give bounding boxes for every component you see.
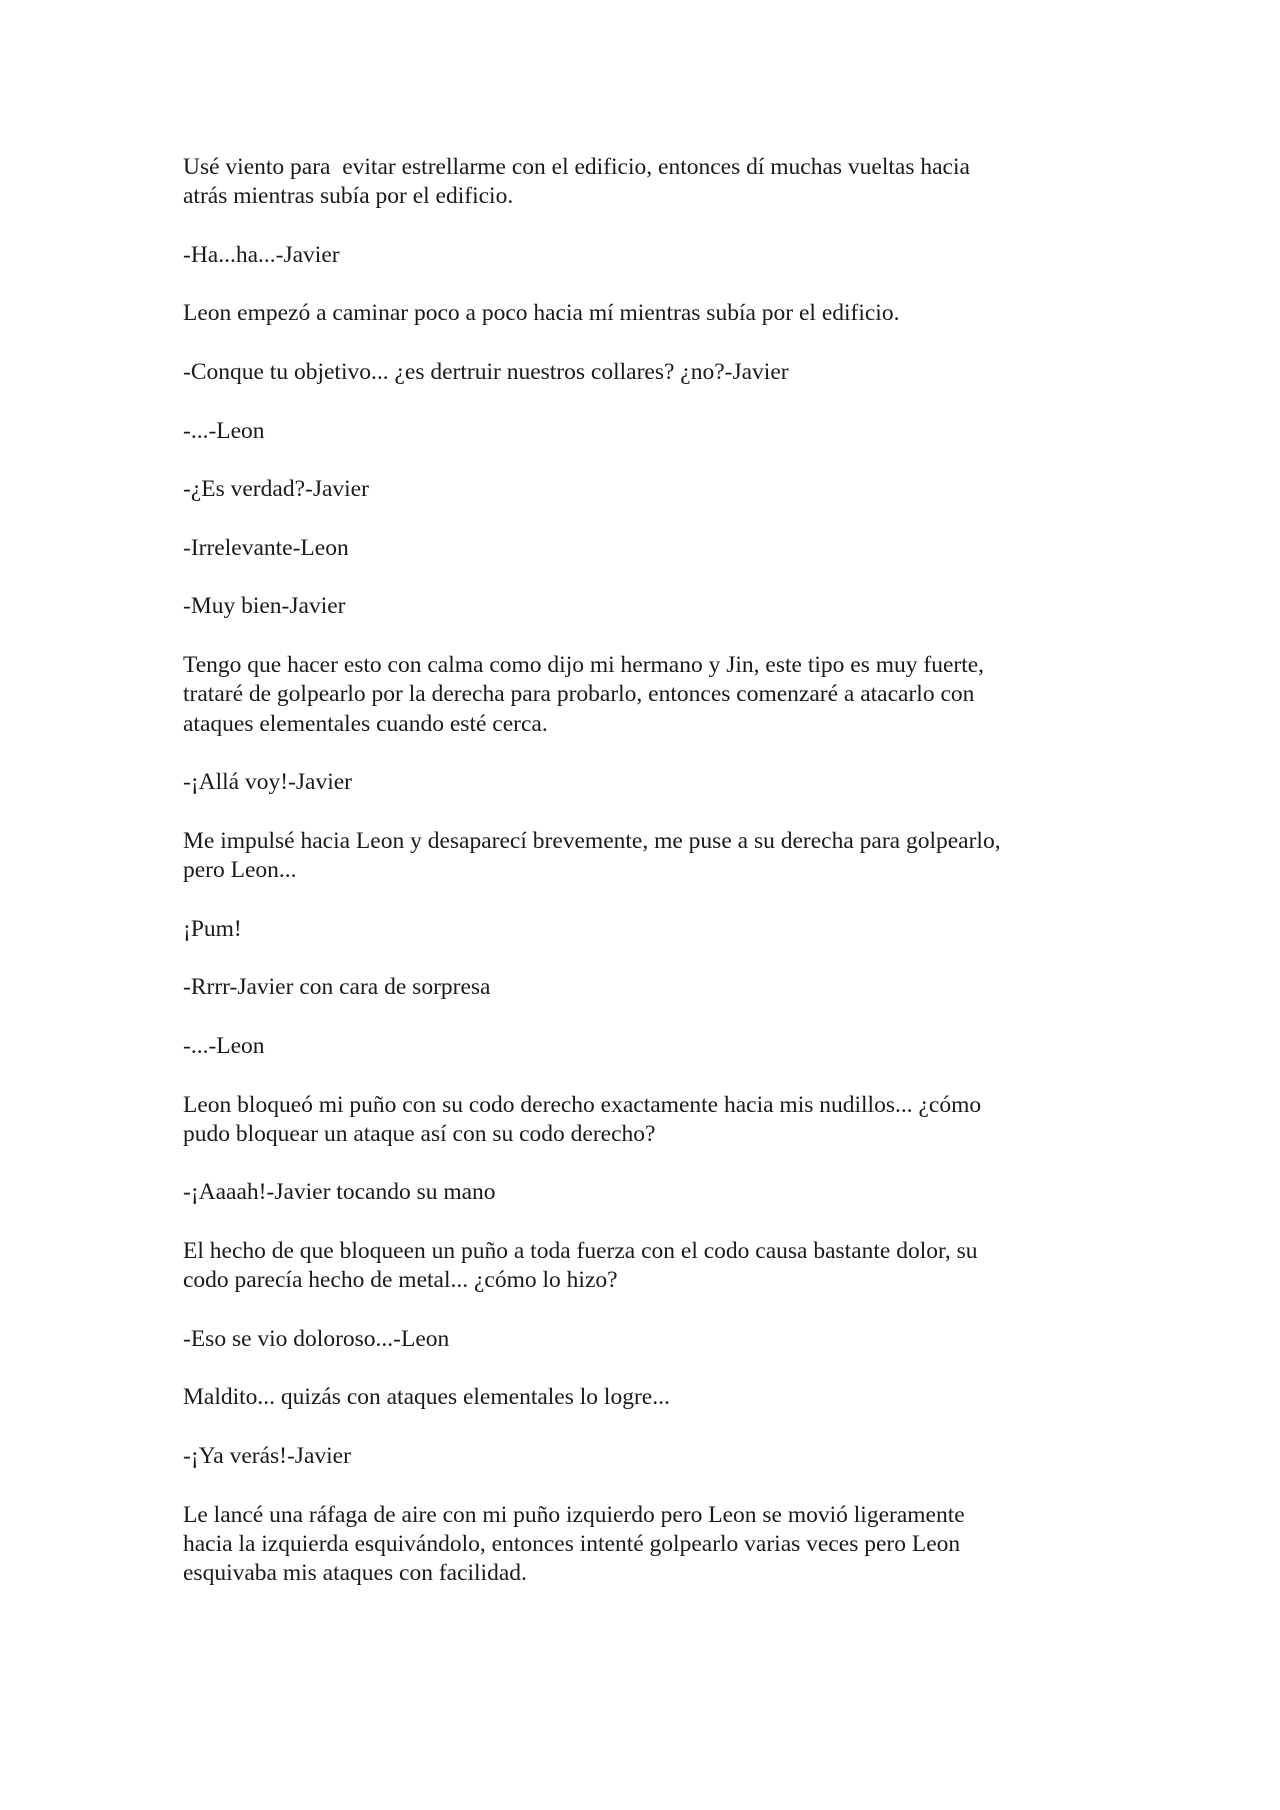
text-line: codo parecía hecho de metal... ¿cómo lo hizo? <box>183 1267 618 1294</box>
text-line: Tengo que hacer esto con calma como dijo mi hermano y Jin, este tipo es muy fuerte, <box>183 652 985 679</box>
paragraph <box>183 475 1103 504</box>
text-line: trataré de golpearlo por la derecha para probarlo, entonces comenzaré a atacarlo con <box>183 681 975 708</box>
text-line: Me impulsé hacia Leon y desaparecí brevemente, me puse a su derecha para golpearlo, <box>183 827 1001 854</box>
paragraph <box>183 973 1103 1002</box>
text-line: -Irrelevante-Leon <box>183 534 349 561</box>
paragraph <box>183 1178 1103 1207</box>
text-line: Maldito... quizás con ataques elementales lo logre... <box>183 1384 670 1411</box>
text-line: -Rrrr-Javier con cara de sorpresa <box>183 974 491 1001</box>
paragraph <box>183 153 1103 212</box>
paragraph <box>183 915 1103 944</box>
text-line: -...-Leon <box>183 1032 265 1059</box>
text-line: hacia la izquierda esquivándolo, entonces intenté golpearlo varias veces pero Leon <box>183 1530 961 1557</box>
document-page <box>183 153 1103 1618</box>
paragraph <box>183 417 1103 446</box>
text-line: atrás mientras subía por el edificio. <box>183 183 514 210</box>
paragraph <box>183 1501 1103 1589</box>
text-line: ¡Pum! <box>183 915 242 942</box>
text-line: Leon empezó a caminar poco a poco hacia mí mientras subía por el edificio. <box>183 300 900 327</box>
paragraph <box>183 1091 1103 1150</box>
text-line: -Eso se vio doloroso...-Leon <box>183 1325 450 1352</box>
paragraph <box>183 358 1103 387</box>
text-line: -¿Es verdad?-Javier <box>183 476 369 503</box>
text-line: ataques elementales cuando esté cerca. <box>183 710 548 737</box>
text-line: -¡Aaaah!-Javier tocando su mano <box>183 1179 496 1206</box>
text-line: pero Leon... <box>183 857 297 884</box>
paragraph <box>183 1383 1103 1412</box>
paragraph <box>183 592 1103 621</box>
text-line: Leon bloqueó mi puño con su codo derecho exactamente hacia mis nudillos... ¿cómo <box>183 1091 982 1118</box>
paragraph <box>183 1032 1103 1061</box>
text-line: esquivaba mis ataques con facilidad. <box>183 1560 527 1587</box>
paragraph <box>183 651 1103 739</box>
paragraph <box>183 1237 1103 1296</box>
text-line: -Ha...ha...-Javier <box>183 241 340 268</box>
text-line: -...-Leon <box>183 417 265 444</box>
text-line: -¡Ya verás!-Javier <box>183 1443 351 1470</box>
paragraph <box>183 1442 1103 1471</box>
text-line: Usé viento para evitar estrellarme con el edificio, entonces dí muchas vueltas hacia <box>183 154 970 180</box>
text-line: Le lancé una ráfaga de aire con mi puño izquierdo pero Leon se movió ligeramente <box>183 1501 965 1528</box>
paragraph <box>183 827 1103 886</box>
paragraph <box>183 534 1103 563</box>
text-line: pudo bloquear un ataque así con su codo derecho? <box>183 1120 656 1147</box>
paragraph <box>183 241 1103 270</box>
text-line: -Muy bien-Javier <box>183 593 346 620</box>
paragraph <box>183 1325 1103 1354</box>
text-line: -Conque tu objetivo... ¿es dertruir nuestros collares? ¿no?-Javier <box>183 359 789 386</box>
text-line: -¡Allá voy!-Javier <box>183 769 352 796</box>
paragraph <box>183 768 1103 797</box>
text-line: El hecho de que bloqueen un puño a toda fuerza con el codo causa bastante dolor, su <box>183 1237 978 1264</box>
paragraph <box>183 299 1103 328</box>
